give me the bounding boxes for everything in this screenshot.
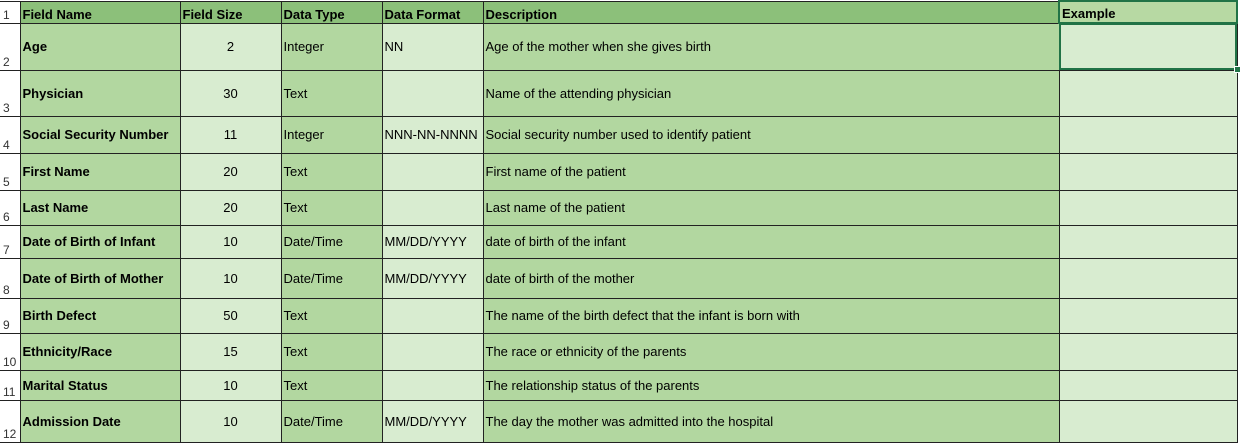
row-number[interactable]: 3: [0, 70, 20, 116]
data-format-cell[interactable]: NN: [382, 23, 483, 70]
header-data-format[interactable]: Data Format: [382, 1, 483, 23]
example-cell[interactable]: [1059, 190, 1237, 225]
header-field-size[interactable]: Field Size: [180, 1, 281, 23]
table-row: [0, 258, 1237, 298]
row-number[interactable]: 2: [0, 23, 20, 70]
field-name-cell[interactable]: Date of Birth of Mother: [20, 258, 180, 298]
description-cell[interactable]: Social security number used to identify patient: [483, 116, 1059, 153]
data-format-cell[interactable]: [382, 70, 483, 116]
example-cell[interactable]: [1059, 258, 1237, 298]
header-description[interactable]: Description: [483, 1, 1059, 23]
description-cell[interactable]: date of birth of the infant: [483, 225, 1059, 258]
table-row: [0, 400, 1237, 442]
data-format-cell[interactable]: MM/DD/YYYY: [382, 400, 483, 442]
field-size-cell[interactable]: 10: [180, 225, 281, 258]
field-size-cell[interactable]: 10: [180, 400, 281, 442]
data-type-cell[interactable]: Text: [281, 370, 382, 400]
row-number[interactable]: 12: [0, 400, 20, 442]
example-cell-selected[interactable]: [1059, 23, 1237, 70]
table-row: [0, 333, 1237, 370]
example-cell[interactable]: [1059, 225, 1237, 258]
data-format-cell[interactable]: NNN-NN-NNNN: [382, 116, 483, 153]
data-type-cell[interactable]: Date/Time: [281, 258, 382, 298]
data-format-cell[interactable]: [382, 333, 483, 370]
data-type-cell[interactable]: Integer: [281, 116, 382, 153]
description-cell[interactable]: The relationship status of the parents: [483, 370, 1059, 400]
field-name-cell[interactable]: Last Name: [20, 190, 180, 225]
data-type-cell[interactable]: Date/Time: [281, 225, 382, 258]
description-cell[interactable]: The name of the birth defect that the infant is born with: [483, 298, 1059, 333]
description-cell[interactable]: date of birth of the mother: [483, 258, 1059, 298]
field-size-cell[interactable]: 15: [180, 333, 281, 370]
table-row: [0, 70, 1237, 116]
field-name-cell[interactable]: Marital Status: [20, 370, 180, 400]
data-format-cell[interactable]: [382, 153, 483, 190]
field-size-cell[interactable]: 30: [180, 70, 281, 116]
field-size-cell[interactable]: 20: [180, 190, 281, 225]
field-name-cell[interactable]: Admission Date: [20, 400, 180, 442]
row-number[interactable]: 7: [0, 225, 20, 258]
example-cell[interactable]: [1059, 333, 1237, 370]
row-number[interactable]: 5: [0, 153, 20, 190]
table-row: [0, 225, 1237, 258]
field-name-cell[interactable]: Physician: [20, 70, 180, 116]
description-cell[interactable]: The race or ethnicity of the parents: [483, 333, 1059, 370]
field-name-cell[interactable]: Birth Defect: [20, 298, 180, 333]
header-data-type[interactable]: Data Type: [281, 1, 382, 23]
table-row: [0, 116, 1237, 153]
data-format-cell[interactable]: [382, 190, 483, 225]
data-format-cell[interactable]: MM/DD/YYYY: [382, 225, 483, 258]
data-type-cell[interactable]: Text: [281, 70, 382, 116]
field-size-cell[interactable]: 11: [180, 116, 281, 153]
data-format-cell[interactable]: [382, 298, 483, 333]
data-type-cell[interactable]: Text: [281, 333, 382, 370]
data-format-cell[interactable]: [382, 370, 483, 400]
description-cell[interactable]: Last name of the patient: [483, 190, 1059, 225]
data-format-cell[interactable]: MM/DD/YYYY: [382, 258, 483, 298]
description-cell[interactable]: First name of the patient: [483, 153, 1059, 190]
example-cell[interactable]: [1059, 298, 1237, 333]
table-row: [0, 370, 1237, 400]
field-name-cell[interactable]: Date of Birth of Infant: [20, 225, 180, 258]
row-number[interactable]: 11: [0, 370, 20, 400]
example-cell[interactable]: [1059, 70, 1237, 116]
data-type-cell[interactable]: Integer: [281, 23, 382, 70]
field-size-cell[interactable]: 50: [180, 298, 281, 333]
data-type-cell[interactable]: Text: [281, 153, 382, 190]
table-row: [0, 23, 1237, 70]
field-name-cell[interactable]: Social Security Number: [20, 116, 180, 153]
field-name-cell[interactable]: Ethnicity/Race: [20, 333, 180, 370]
header-example[interactable]: Example: [1059, 1, 1237, 23]
description-cell[interactable]: Name of the attending physician: [483, 70, 1059, 116]
row-number[interactable]: 1: [0, 1, 20, 23]
row-number[interactable]: 8: [0, 258, 20, 298]
row-number[interactable]: 9: [0, 298, 20, 333]
table-row: [0, 153, 1237, 190]
example-cell[interactable]: [1059, 370, 1237, 400]
description-cell[interactable]: The day the mother was admitted into the hospital: [483, 400, 1059, 442]
example-cell[interactable]: [1059, 400, 1237, 442]
example-cell[interactable]: [1059, 153, 1237, 190]
header-row: [0, 1, 1237, 23]
row-number[interactable]: 6: [0, 190, 20, 225]
table-row: [0, 190, 1237, 225]
row-number[interactable]: 10: [0, 333, 20, 370]
field-size-cell[interactable]: 10: [180, 370, 281, 400]
data-type-cell[interactable]: Text: [281, 190, 382, 225]
description-cell[interactable]: Age of the mother when she gives birth: [483, 23, 1059, 70]
header-field-name[interactable]: Field Name: [20, 1, 180, 23]
field-size-cell[interactable]: 20: [180, 153, 281, 190]
data-type-cell[interactable]: Date/Time: [281, 400, 382, 442]
field-name-cell[interactable]: First Name: [20, 153, 180, 190]
example-cell[interactable]: [1059, 116, 1237, 153]
row-number[interactable]: 4: [0, 116, 20, 153]
table-row: [0, 298, 1237, 333]
field-name-cell[interactable]: Age: [20, 23, 180, 70]
field-size-cell[interactable]: 10: [180, 258, 281, 298]
field-size-cell[interactable]: 2: [180, 23, 281, 70]
fill-handle[interactable]: [1234, 66, 1241, 73]
data-type-cell[interactable]: Text: [281, 298, 382, 333]
